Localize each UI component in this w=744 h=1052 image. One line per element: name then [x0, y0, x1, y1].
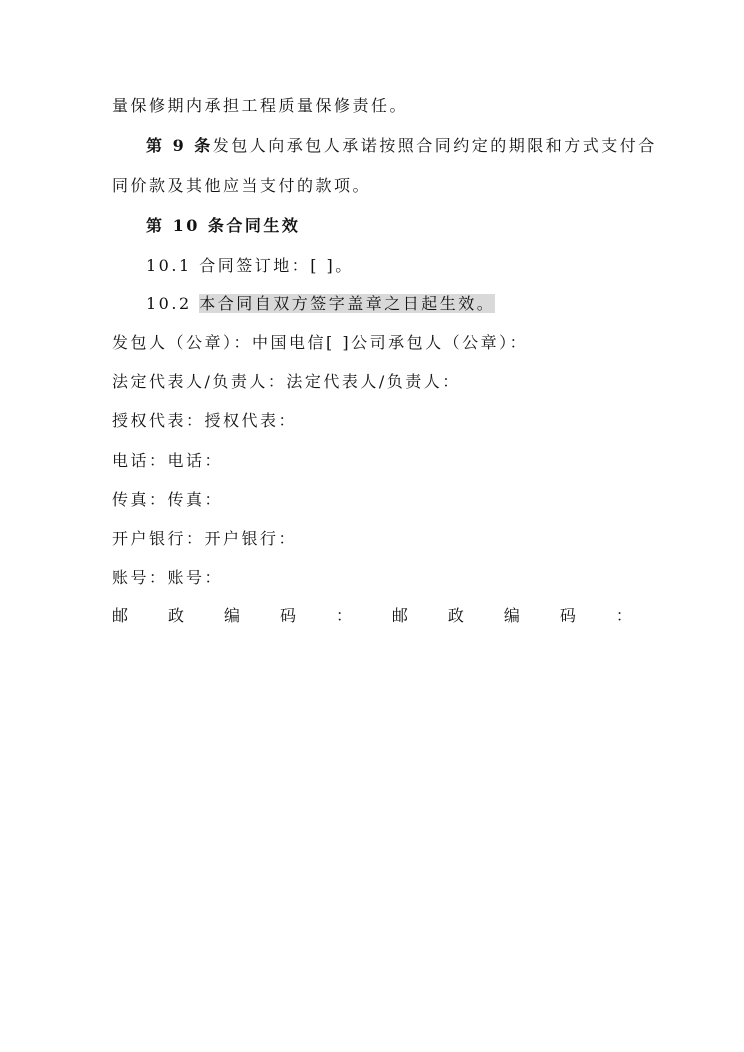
article-9-text: 发包人向承包人承诺按照合同约定的期限和方式支付合 [212, 136, 657, 155]
bank-line: 开户银行：开户银行： [112, 529, 298, 548]
clause-10-2-number: 10.2 [146, 294, 200, 313]
account-line: 账号：账号： [112, 568, 224, 587]
postal-char: ： [335, 606, 352, 625]
legal-representative-line: 法定代表人/负责人：法定代表人/负责人： [112, 372, 461, 391]
article-9-line [146, 136, 666, 156]
article-10-title: 第 10 条合同生效 [146, 216, 301, 235]
postal-char: 政 [167, 606, 184, 625]
postal-char: ： [615, 606, 632, 625]
postal-code-line [112, 606, 632, 626]
postal-char: 邮 [391, 606, 408, 625]
postal-char: 邮 [112, 606, 129, 625]
article-9-continuation: 同价款及其他应当支付的款项。 [112, 176, 372, 195]
postal-char: 政 [447, 606, 464, 625]
phone-line: 电话：电话： [112, 451, 224, 470]
article-9-label: 第 9 条 [146, 136, 213, 155]
postal-char: 码 [559, 606, 576, 625]
postal-char: 编 [503, 606, 520, 625]
text-line-warranty: 量保修期内承担工程质量保修责任。 [112, 96, 409, 115]
clause-10-2-text: 本合同自双方签字盖章之日起生效。 [199, 294, 496, 313]
fax-line: 传真：传真： [112, 490, 224, 509]
clause-10-1: 10.1 合同签订地：[ ]。 [146, 256, 354, 275]
postal-char: 码 [279, 606, 296, 625]
postal-char: 编 [223, 606, 240, 625]
clause-10-2 [146, 294, 666, 314]
party-seal-line: 发包人（公章）：中国电信[ ]公司承包人（公章）： [112, 333, 529, 352]
authorized-representative-line: 授权代表：授权代表： [112, 411, 298, 430]
